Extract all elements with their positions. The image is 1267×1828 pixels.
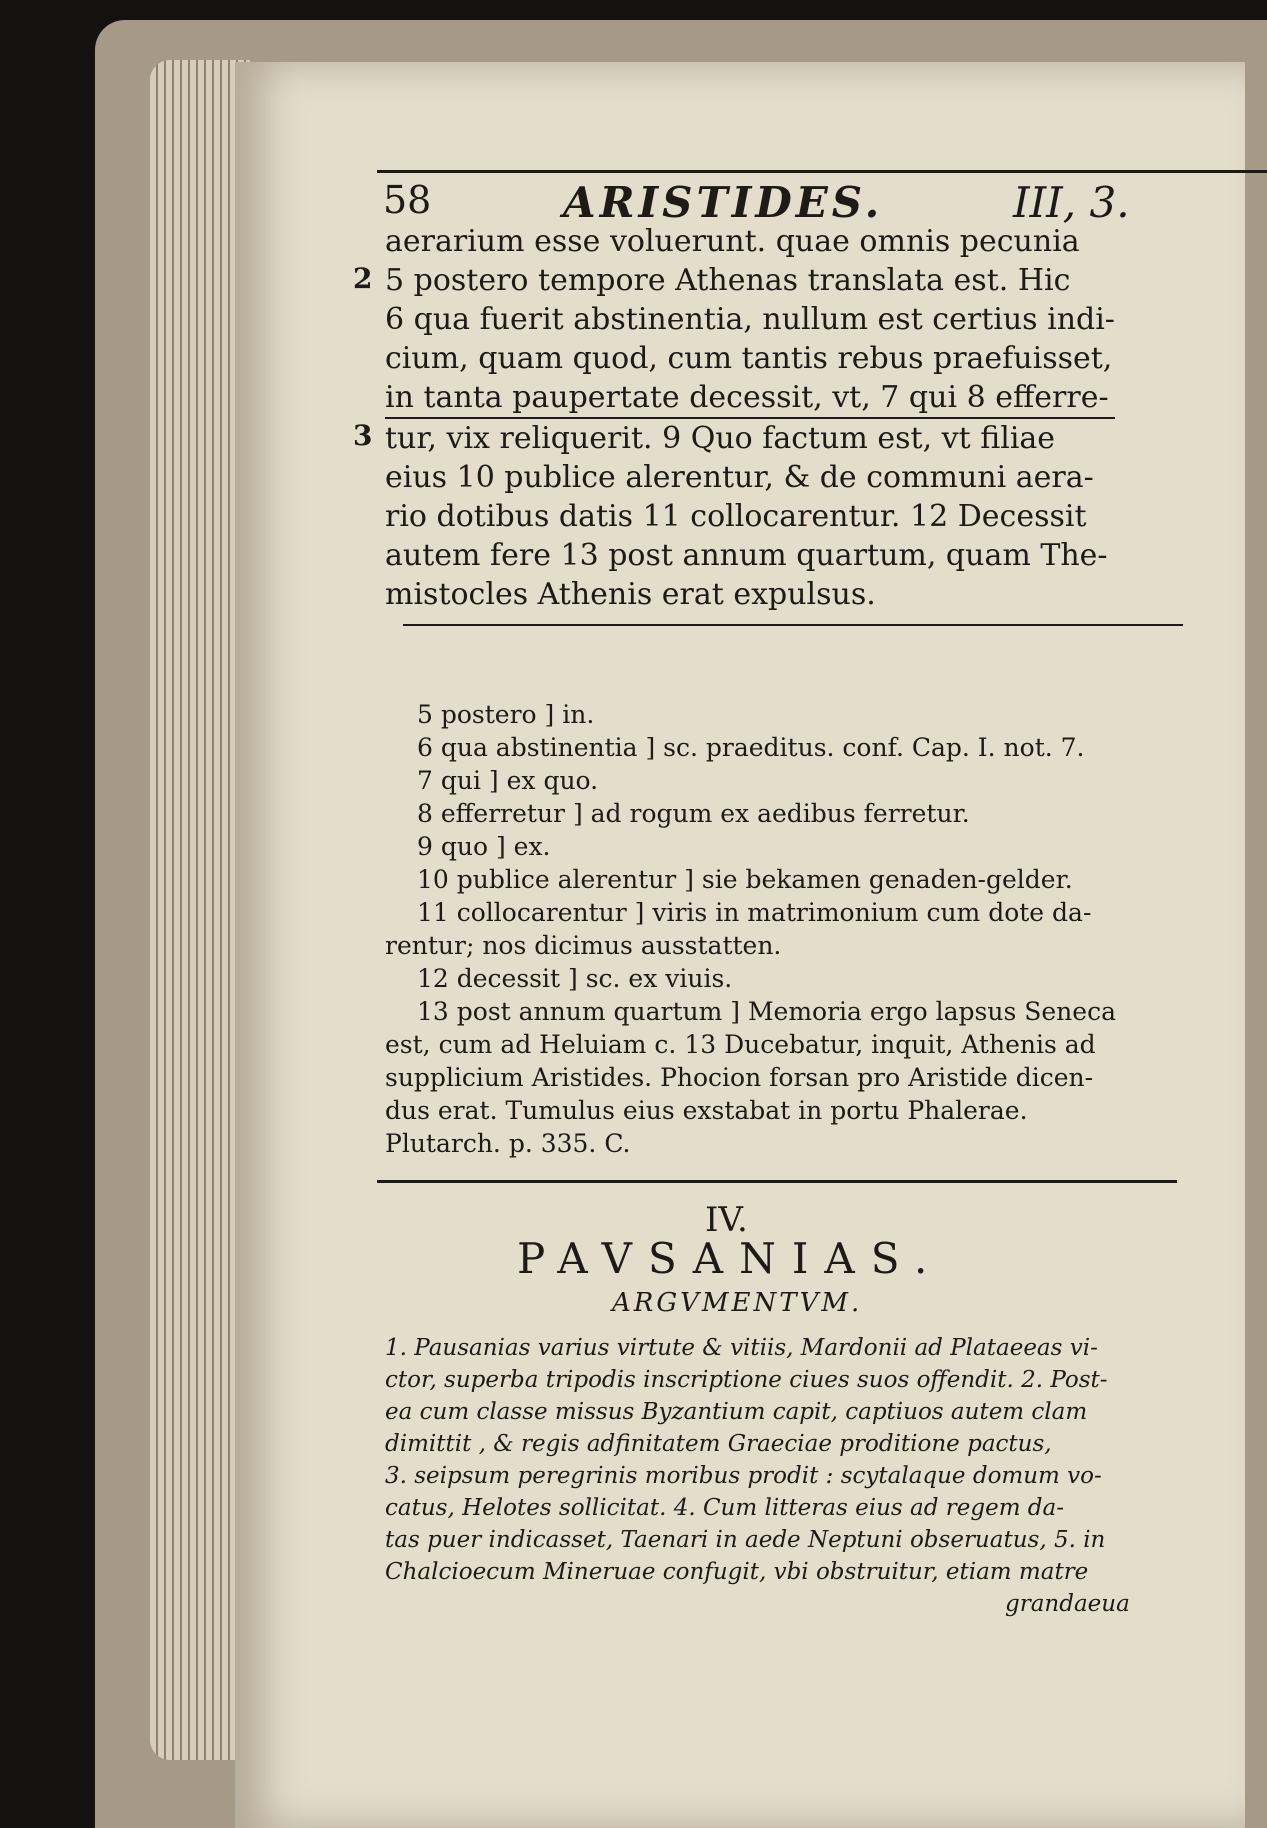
header-rule (377, 170, 1267, 173)
argument-line: 1. Pausanias varius virtute & vitiis, Mardonii ad Plataeeas vi- (385, 1335, 1098, 1361)
margin-number: 2 (353, 262, 373, 295)
footnote-line: dus erat. Tumulus eius exstabat in portu Phalerae. (385, 1096, 1028, 1125)
margin-number: 3 (353, 419, 373, 452)
footnotes (385, 698, 1155, 1160)
footnote-line: est, cum ad Heluiam c. 13 Ducebatur, inquit, Athenis ad (385, 1030, 1096, 1059)
footnote-line: 10 publice alerentur ] sie bekamen genaden-gelder. (417, 865, 1073, 894)
main-text (385, 222, 1115, 614)
text-line: autem fere 13 post annum quartum, quam The- (385, 538, 1108, 573)
argument-text (385, 1332, 1165, 1620)
section-rule (377, 1180, 1177, 1183)
catchword: grandaeua (1005, 1591, 1130, 1617)
argument-line: ea cum classe missus Byzantium capit, captiuos autem clam (385, 1399, 1088, 1425)
footnote-line: 12 decessit ] sc. ex viuis. (417, 964, 733, 993)
section-number: IV. (705, 1200, 748, 1240)
text-line: eius 10 publice alerentur, & de communi aera- (385, 460, 1094, 495)
text-line: in tanta paupertate decessit, vt, 7 qui 8 efferre- (385, 378, 1115, 419)
argument-line: catus, Helotes sollicitat. 4. Cum litteras eius ad regem da- (385, 1495, 1065, 1521)
text-line: cium, quam quod, cum tantis rebus praefuisset, (385, 341, 1113, 376)
book-page (235, 62, 1245, 1828)
page-number: 58 (383, 178, 432, 222)
footnote-line: rentur; nos dicimus ausstatten. (385, 931, 782, 960)
text-line: tur, vix reliquerit. 9 Quo factum est, vt filiae (385, 421, 1056, 456)
footnote-line: 13 post annum quartum ] Memoria ergo lapsus Seneca (417, 997, 1116, 1026)
notes-rule (403, 624, 1183, 626)
footnote-line: 9 quo ] ex. (417, 832, 551, 861)
text-line: mistocles Athenis erat expulsus. (385, 577, 876, 612)
footnote-line: 11 collocarentur ] viris in matrimonium cum dote da- (417, 898, 1092, 927)
argument-line: 3. seipsum peregrinis moribus prodit : scytalaque domum vo- (385, 1463, 1102, 1489)
footnote-line: supplicium Aristides. Phocion forsan pro Aristide dicen- (385, 1063, 1094, 1092)
argument-line: tas puer indicasset, Taenari in aede Neptuni obseruatus, 5. in (385, 1527, 1106, 1553)
section-title: PAVSANIAS. (517, 1234, 944, 1283)
chapter-reference: III, 3. (1013, 178, 1130, 227)
argument-line: ctor, superba tripodis inscriptione ciues suos offendit. 2. Post- (385, 1367, 1108, 1393)
text-line: 6 qua fuerit abstinentia, nullum est certius indi- (385, 302, 1115, 337)
argument-line: dimittit , & regis adfinitatem Graeciae proditione pactus, (385, 1431, 1052, 1457)
text-line: rio dotibus datis 11 collocarentur. 12 Decessit (385, 499, 1087, 534)
footnote-line: 6 qua abstinentia ] sc. praeditus. conf. Cap. I. not. 7. (417, 733, 1085, 762)
running-title: ARISTIDES. (563, 178, 884, 227)
argument-title: ARGVMENTVM. (612, 1288, 863, 1318)
footnote-line: 5 postero ] in. (417, 700, 595, 729)
footnote-line: Plutarch. p. 335. C. (385, 1129, 631, 1158)
footnote-line: 8 efferretur ] ad rogum ex aedibus ferretur. (417, 799, 970, 828)
argument-line: Chalcioecum Mineruae confugit, vbi obstruitur, etiam matre (385, 1559, 1089, 1585)
text-line: aerarium esse voluerunt. quae omnis pecunia (385, 224, 1080, 259)
footnote-line: 7 qui ] ex quo. (417, 766, 599, 795)
text-line: 5 postero tempore Athenas translata est. Hic (385, 263, 1071, 298)
running-header (383, 122, 1267, 227)
